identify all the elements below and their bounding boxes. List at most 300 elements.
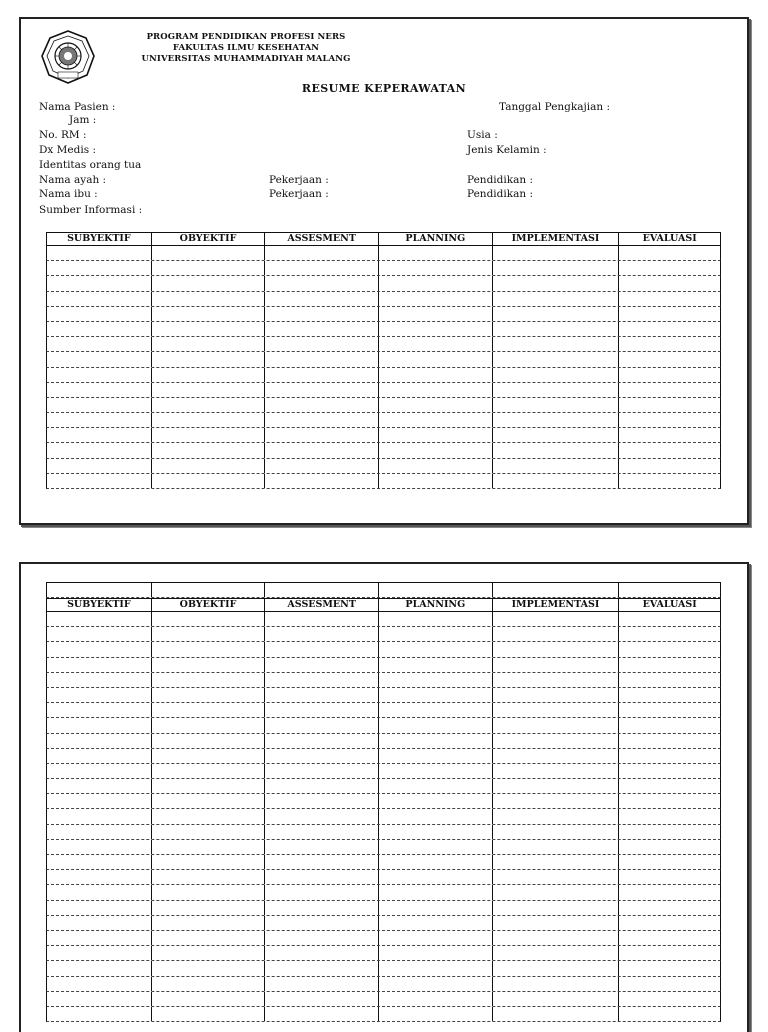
table-row[interactable] xyxy=(46,413,721,428)
table-cell[interactable] xyxy=(265,276,379,290)
table-cell[interactable] xyxy=(379,673,493,687)
table-cell[interactable] xyxy=(619,627,720,641)
table-cell[interactable] xyxy=(493,688,620,702)
table-cell[interactable] xyxy=(379,734,493,748)
table-row[interactable] xyxy=(46,794,721,809)
table-cell[interactable] xyxy=(47,443,152,457)
table-cell[interactable] xyxy=(619,901,720,915)
table-cell[interactable] xyxy=(265,261,379,275)
table-cell[interactable] xyxy=(379,261,493,275)
table-cell[interactable] xyxy=(619,246,720,260)
table-cell[interactable] xyxy=(265,443,379,457)
table-cell[interactable] xyxy=(152,885,266,899)
table-cell[interactable] xyxy=(379,658,493,672)
table-cell[interactable] xyxy=(152,474,266,488)
table-cell[interactable] xyxy=(152,443,266,457)
table-cell[interactable] xyxy=(152,961,266,975)
table-cell[interactable] xyxy=(493,352,620,366)
table-cell[interactable] xyxy=(47,977,152,991)
table-cell[interactable] xyxy=(379,961,493,975)
table-cell[interactable] xyxy=(47,840,152,854)
table-cell[interactable] xyxy=(379,870,493,884)
table-cell[interactable] xyxy=(379,901,493,915)
table-cell[interactable] xyxy=(47,855,152,869)
table-row[interactable] xyxy=(46,734,721,749)
table-cell[interactable] xyxy=(493,734,620,748)
table-cell[interactable] xyxy=(47,809,152,823)
table-row[interactable] xyxy=(46,946,721,961)
table-cell[interactable] xyxy=(493,718,620,732)
table-cell[interactable] xyxy=(152,459,266,473)
table-row[interactable] xyxy=(46,368,721,383)
table-cell[interactable] xyxy=(265,901,379,915)
table-cell[interactable] xyxy=(152,749,266,763)
table-cell[interactable] xyxy=(47,612,152,626)
table-cell[interactable] xyxy=(493,961,620,975)
table-cell[interactable] xyxy=(47,583,152,597)
table-cell[interactable] xyxy=(493,916,620,930)
table-cell[interactable] xyxy=(47,428,152,442)
table-cell[interactable] xyxy=(493,673,620,687)
table-cell[interactable] xyxy=(47,398,152,412)
table-row[interactable] xyxy=(46,718,721,733)
table-cell[interactable] xyxy=(493,368,620,382)
table-row[interactable] xyxy=(46,961,721,976)
table-cell[interactable] xyxy=(619,673,720,687)
table-cell[interactable] xyxy=(379,718,493,732)
table-row[interactable] xyxy=(46,276,721,291)
table-cell[interactable] xyxy=(152,276,266,290)
table-cell[interactable] xyxy=(379,764,493,778)
table-cell[interactable] xyxy=(493,885,620,899)
table-row[interactable] xyxy=(46,612,721,627)
table-cell[interactable] xyxy=(493,658,620,672)
table-cell[interactable] xyxy=(265,779,379,793)
table-cell[interactable] xyxy=(493,292,620,306)
table-row[interactable] xyxy=(46,916,721,931)
table-cell[interactable] xyxy=(379,443,493,457)
table-cell[interactable] xyxy=(47,246,152,260)
table-row[interactable] xyxy=(46,855,721,870)
table-cell[interactable] xyxy=(379,749,493,763)
table-row[interactable] xyxy=(46,261,721,276)
table-cell[interactable] xyxy=(152,612,266,626)
table-row[interactable] xyxy=(46,352,721,367)
table-cell[interactable] xyxy=(47,322,152,336)
table-cell[interactable] xyxy=(47,337,152,351)
table-cell[interactable] xyxy=(619,825,720,839)
table-cell[interactable] xyxy=(47,901,152,915)
table-cell[interactable] xyxy=(493,398,620,412)
table-row[interactable] xyxy=(46,658,721,673)
table-cell[interactable] xyxy=(493,825,620,839)
table-row[interactable] xyxy=(46,825,721,840)
table-cell[interactable] xyxy=(379,794,493,808)
table-cell[interactable] xyxy=(619,352,720,366)
table-cell[interactable] xyxy=(47,885,152,899)
table-row[interactable] xyxy=(46,322,721,337)
table-cell[interactable] xyxy=(265,794,379,808)
table-cell[interactable] xyxy=(493,1007,620,1021)
table-cell[interactable] xyxy=(152,855,266,869)
table-cell[interactable] xyxy=(619,322,720,336)
table-cell[interactable] xyxy=(493,383,620,397)
table-cell[interactable] xyxy=(379,246,493,260)
table-cell[interactable] xyxy=(379,383,493,397)
table-cell[interactable] xyxy=(493,474,620,488)
table-cell[interactable] xyxy=(619,459,720,473)
table-cell[interactable] xyxy=(152,840,266,854)
table-cell[interactable] xyxy=(493,840,620,854)
table-row[interactable] xyxy=(46,474,721,489)
table-cell[interactable] xyxy=(379,368,493,382)
table-cell[interactable] xyxy=(493,443,620,457)
table-cell[interactable] xyxy=(379,779,493,793)
table-cell[interactable] xyxy=(265,992,379,1006)
table-row[interactable] xyxy=(46,398,721,413)
table-cell[interactable] xyxy=(619,992,720,1006)
table-cell[interactable] xyxy=(47,992,152,1006)
table-row[interactable] xyxy=(46,688,721,703)
table-cell[interactable] xyxy=(47,749,152,763)
table-cell[interactable] xyxy=(493,322,620,336)
table-cell[interactable] xyxy=(47,413,152,427)
table-cell[interactable] xyxy=(619,931,720,945)
table-cell[interactable] xyxy=(47,718,152,732)
table-cell[interactable] xyxy=(265,612,379,626)
table-cell[interactable] xyxy=(379,276,493,290)
table-cell[interactable] xyxy=(379,398,493,412)
table-cell[interactable] xyxy=(47,261,152,275)
table-cell[interactable] xyxy=(493,459,620,473)
table-cell[interactable] xyxy=(265,322,379,336)
table-cell[interactable] xyxy=(493,870,620,884)
table-cell[interactable] xyxy=(619,946,720,960)
table-cell[interactable] xyxy=(265,734,379,748)
table-cell[interactable] xyxy=(152,307,266,321)
table-cell[interactable] xyxy=(265,474,379,488)
table-cell[interactable] xyxy=(619,307,720,321)
table-cell[interactable] xyxy=(265,688,379,702)
table-cell[interactable] xyxy=(619,658,720,672)
table-cell[interactable] xyxy=(152,977,266,991)
table-cell[interactable] xyxy=(493,703,620,717)
table-cell[interactable] xyxy=(619,764,720,778)
table-cell[interactable] xyxy=(152,352,266,366)
table-cell[interactable] xyxy=(265,718,379,732)
table-cell[interactable] xyxy=(619,337,720,351)
table-cell[interactable] xyxy=(152,658,266,672)
table-cell[interactable] xyxy=(152,673,266,687)
table-cell[interactable] xyxy=(152,383,266,397)
table-cell[interactable] xyxy=(47,673,152,687)
table-cell[interactable] xyxy=(493,627,620,641)
table-row[interactable] xyxy=(46,246,721,261)
table-cell[interactable] xyxy=(619,809,720,823)
table-cell[interactable] xyxy=(379,825,493,839)
table-cell[interactable] xyxy=(47,779,152,793)
table-row[interactable] xyxy=(46,1007,721,1022)
table-cell[interactable] xyxy=(265,764,379,778)
table-row[interactable] xyxy=(46,642,721,657)
table-cell[interactable] xyxy=(619,383,720,397)
table-cell[interactable] xyxy=(152,583,266,597)
table-cell[interactable] xyxy=(152,428,266,442)
table-cell[interactable] xyxy=(265,977,379,991)
table-row[interactable] xyxy=(46,749,721,764)
table-row[interactable] xyxy=(46,703,721,718)
table-cell[interactable] xyxy=(619,977,720,991)
table-row[interactable] xyxy=(46,673,721,688)
table-cell[interactable] xyxy=(152,992,266,1006)
table-cell[interactable] xyxy=(493,855,620,869)
table-cell[interactable] xyxy=(619,885,720,899)
table-cell[interactable] xyxy=(47,292,152,306)
table-row[interactable] xyxy=(46,885,721,900)
table-cell[interactable] xyxy=(47,688,152,702)
table-cell[interactable] xyxy=(379,307,493,321)
table-cell[interactable] xyxy=(152,322,266,336)
table-cell[interactable] xyxy=(265,459,379,473)
table-cell[interactable] xyxy=(619,855,720,869)
table-cell[interactable] xyxy=(152,261,266,275)
table-cell[interactable] xyxy=(152,764,266,778)
table-row[interactable] xyxy=(46,779,721,794)
table-cell[interactable] xyxy=(265,825,379,839)
table-cell[interactable] xyxy=(152,931,266,945)
table-cell[interactable] xyxy=(379,977,493,991)
table-cell[interactable] xyxy=(265,870,379,884)
table-cell[interactable] xyxy=(265,673,379,687)
table-cell[interactable] xyxy=(265,627,379,641)
table-cell[interactable] xyxy=(152,870,266,884)
table-cell[interactable] xyxy=(379,992,493,1006)
table-cell[interactable] xyxy=(152,946,266,960)
table-cell[interactable] xyxy=(493,428,620,442)
table-cell[interactable] xyxy=(619,688,720,702)
table-cell[interactable] xyxy=(379,1007,493,1021)
table-cell[interactable] xyxy=(619,703,720,717)
table-row[interactable] xyxy=(46,809,721,824)
table-cell[interactable] xyxy=(152,718,266,732)
table-row[interactable] xyxy=(46,292,721,307)
table-cell[interactable] xyxy=(152,246,266,260)
table-cell[interactable] xyxy=(265,368,379,382)
table-cell[interactable] xyxy=(265,413,379,427)
table-cell[interactable] xyxy=(47,794,152,808)
table-cell[interactable] xyxy=(47,383,152,397)
table-cell[interactable] xyxy=(379,703,493,717)
table-cell[interactable] xyxy=(265,961,379,975)
table-cell[interactable] xyxy=(47,916,152,930)
table-row[interactable] xyxy=(46,428,721,443)
table-row[interactable] xyxy=(46,901,721,916)
table-cell[interactable] xyxy=(493,413,620,427)
table-cell[interactable] xyxy=(619,368,720,382)
table-cell[interactable] xyxy=(379,413,493,427)
table-cell[interactable] xyxy=(619,916,720,930)
table-cell[interactable] xyxy=(619,1007,720,1021)
table-cell[interactable] xyxy=(619,474,720,488)
table-cell[interactable] xyxy=(619,642,720,656)
table-cell[interactable] xyxy=(379,855,493,869)
table-cell[interactable] xyxy=(265,931,379,945)
table-cell[interactable] xyxy=(47,703,152,717)
table-cell[interactable] xyxy=(47,642,152,656)
table-cell[interactable] xyxy=(47,276,152,290)
table-cell[interactable] xyxy=(493,307,620,321)
table-cell[interactable] xyxy=(379,840,493,854)
table-cell[interactable] xyxy=(152,779,266,793)
table-cell[interactable] xyxy=(152,1007,266,1021)
table-cell[interactable] xyxy=(265,352,379,366)
table-cell[interactable] xyxy=(619,734,720,748)
table-cell[interactable] xyxy=(265,855,379,869)
table-cell[interactable] xyxy=(265,292,379,306)
table-cell[interactable] xyxy=(493,612,620,626)
table-cell[interactable] xyxy=(47,459,152,473)
table-cell[interactable] xyxy=(619,276,720,290)
table-cell[interactable] xyxy=(152,688,266,702)
table-cell[interactable] xyxy=(379,428,493,442)
table-cell[interactable] xyxy=(379,612,493,626)
table-cell[interactable] xyxy=(493,246,620,260)
table-cell[interactable] xyxy=(265,583,379,597)
table-cell[interactable] xyxy=(619,749,720,763)
table-cell[interactable] xyxy=(47,307,152,321)
table-cell[interactable] xyxy=(379,627,493,641)
table-cell[interactable] xyxy=(152,809,266,823)
table-cell[interactable] xyxy=(619,612,720,626)
table-cell[interactable] xyxy=(47,1007,152,1021)
table-cell[interactable] xyxy=(265,428,379,442)
table-cell[interactable] xyxy=(493,931,620,945)
table-row[interactable] xyxy=(46,931,721,946)
table-cell[interactable] xyxy=(379,459,493,473)
table-cell[interactable] xyxy=(47,825,152,839)
table-cell[interactable] xyxy=(379,916,493,930)
table-cell[interactable] xyxy=(619,794,720,808)
table-cell[interactable] xyxy=(493,337,620,351)
table-cell[interactable] xyxy=(47,931,152,945)
table-row[interactable] xyxy=(46,992,721,1007)
table-cell[interactable] xyxy=(379,809,493,823)
table-cell[interactable] xyxy=(265,642,379,656)
table-cell[interactable] xyxy=(493,977,620,991)
table-cell[interactable] xyxy=(493,749,620,763)
table-cell[interactable] xyxy=(47,764,152,778)
table-cell[interactable] xyxy=(265,749,379,763)
table-cell[interactable] xyxy=(47,658,152,672)
table-cell[interactable] xyxy=(619,428,720,442)
table-row[interactable] xyxy=(46,977,721,992)
table-cell[interactable] xyxy=(493,779,620,793)
table-row[interactable] xyxy=(46,337,721,352)
table-cell[interactable] xyxy=(493,261,620,275)
table-cell[interactable] xyxy=(619,413,720,427)
table-cell[interactable] xyxy=(265,885,379,899)
table-row[interactable] xyxy=(46,764,721,779)
table-cell[interactable] xyxy=(265,383,379,397)
table-cell[interactable] xyxy=(47,961,152,975)
table-cell[interactable] xyxy=(265,946,379,960)
table-cell[interactable] xyxy=(493,583,620,597)
table-cell[interactable] xyxy=(152,825,266,839)
table-cell[interactable] xyxy=(619,583,720,597)
table-cell[interactable] xyxy=(379,931,493,945)
table-cell[interactable] xyxy=(152,794,266,808)
table-cell[interactable] xyxy=(152,413,266,427)
table-cell[interactable] xyxy=(493,809,620,823)
table-row[interactable] xyxy=(46,459,721,474)
table-cell[interactable] xyxy=(619,292,720,306)
table-cell[interactable] xyxy=(47,627,152,641)
table-cell[interactable] xyxy=(152,292,266,306)
table-cell[interactable] xyxy=(619,398,720,412)
table-cell[interactable] xyxy=(265,307,379,321)
table-row[interactable] xyxy=(46,307,721,322)
table-cell[interactable] xyxy=(152,337,266,351)
table-cell[interactable] xyxy=(47,946,152,960)
table-cell[interactable] xyxy=(152,368,266,382)
table-cell[interactable] xyxy=(493,794,620,808)
table-cell[interactable] xyxy=(379,474,493,488)
table-cell[interactable] xyxy=(619,870,720,884)
table-cell[interactable] xyxy=(152,642,266,656)
table-cell[interactable] xyxy=(265,398,379,412)
table-cell[interactable] xyxy=(619,779,720,793)
table-cell[interactable] xyxy=(265,658,379,672)
table-cell[interactable] xyxy=(619,261,720,275)
table-cell[interactable] xyxy=(265,246,379,260)
table-cell[interactable] xyxy=(619,840,720,854)
table-cell[interactable] xyxy=(493,764,620,778)
table-cell[interactable] xyxy=(47,368,152,382)
table-cell[interactable] xyxy=(152,627,266,641)
table-cell[interactable] xyxy=(265,840,379,854)
table-cell[interactable] xyxy=(265,809,379,823)
table-cell[interactable] xyxy=(619,443,720,457)
table-cell[interactable] xyxy=(152,734,266,748)
table-row[interactable] xyxy=(46,840,721,855)
table-cell[interactable] xyxy=(152,703,266,717)
table-cell[interactable] xyxy=(152,398,266,412)
table-cell[interactable] xyxy=(619,961,720,975)
table-cell[interactable] xyxy=(379,946,493,960)
table-cell[interactable] xyxy=(265,916,379,930)
table-cell[interactable] xyxy=(379,583,493,597)
table-cell[interactable] xyxy=(47,870,152,884)
table-cell[interactable] xyxy=(379,322,493,336)
table-cell[interactable] xyxy=(265,337,379,351)
table-cell[interactable] xyxy=(379,352,493,366)
table-row[interactable] xyxy=(46,870,721,885)
table-cell[interactable] xyxy=(265,1007,379,1021)
table-cell[interactable] xyxy=(152,901,266,915)
table-cell[interactable] xyxy=(379,292,493,306)
table-cell[interactable] xyxy=(493,946,620,960)
table-row[interactable] xyxy=(46,627,721,642)
table-cell[interactable] xyxy=(379,337,493,351)
table-cell[interactable] xyxy=(493,901,620,915)
table-cell[interactable] xyxy=(619,718,720,732)
table-cell[interactable] xyxy=(379,642,493,656)
table-row[interactable] xyxy=(46,383,721,398)
table-row[interactable] xyxy=(46,582,721,598)
table-cell[interactable] xyxy=(47,474,152,488)
table-cell[interactable] xyxy=(265,703,379,717)
table-cell[interactable] xyxy=(493,992,620,1006)
